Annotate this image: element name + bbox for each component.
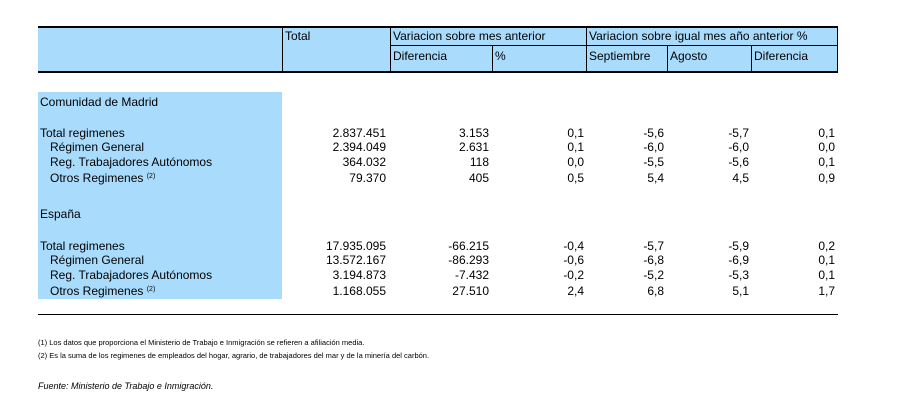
cell-pct: -0,4	[563, 239, 584, 253]
cell-dif: -66.215	[448, 239, 489, 253]
row-label	[50, 171, 155, 185]
cell-pct: -0,2	[563, 268, 584, 282]
cell-sep: 5,4	[647, 171, 664, 185]
row-label	[50, 284, 155, 298]
header-septiembre: Septiembre	[589, 49, 651, 63]
footnote-2: (2) Es la suma de los regimenes de empleados del hogar, agrario, de trabajadores del mar y de la minería del carbón.	[38, 351, 430, 360]
header-top-border	[38, 26, 838, 28]
cell-dif2: 0,0	[818, 140, 835, 154]
cell-ago: -6,0	[728, 140, 749, 154]
cell-ago: -6,9	[728, 253, 749, 267]
cell-dif2: 0,9	[818, 171, 835, 185]
header-agosto: Agosto	[670, 49, 708, 63]
cell-pct: 2,4	[567, 284, 584, 298]
row-label: Total regimenes	[40, 239, 125, 253]
cell-total: 2.837.451	[332, 126, 386, 140]
cell-pct: 0,1	[567, 140, 584, 154]
cell-sep: -5,6	[643, 126, 664, 140]
cell-total: 1.168.055	[332, 284, 386, 298]
cell-sep: -5,7	[643, 239, 664, 253]
cell-ago: -5,6	[728, 155, 749, 169]
cell-ago: -5,9	[728, 239, 749, 253]
row-label-text: Otros Regimenes	[50, 284, 144, 298]
header-divider	[837, 28, 838, 72]
header-mid-border	[390, 45, 838, 46]
row-label: Total regimenes	[40, 126, 125, 140]
cell-sep: -5,5	[643, 155, 664, 169]
cell-sep: -6,8	[643, 253, 664, 267]
cell-total: 3.194.873	[332, 268, 386, 282]
row-label-text: Otros Regimenes	[50, 171, 144, 185]
cell-total: 2.394.049	[332, 140, 386, 154]
cell-ago: -5,3	[728, 268, 749, 282]
header-total: Total	[285, 29, 311, 43]
cell-pct: -0,6	[563, 253, 584, 267]
cell-total: 79.370	[349, 171, 386, 185]
cell-dif2: 0,1	[818, 126, 835, 140]
cell-sep: -6,0	[643, 140, 664, 154]
cell-pct: 0,0	[567, 155, 584, 169]
cell-total: 17.935.095	[325, 239, 386, 253]
cell-dif2: 0,1	[818, 268, 835, 282]
cell-sep: 6,8	[647, 284, 664, 298]
header-diferencia2: Diferencia	[754, 49, 809, 63]
cell-dif: -86.293	[448, 253, 489, 267]
source-note: Fuente: Ministerio de Trabajo e Inmigración.	[38, 381, 214, 391]
row-label: Régimen General	[50, 253, 145, 267]
table-bottom-rule	[38, 314, 838, 315]
cell-pct: 0,5	[567, 171, 584, 185]
header-divider	[586, 28, 587, 72]
row-label: Régimen General	[50, 140, 145, 154]
cell-dif2: 0,1	[818, 253, 835, 267]
cell-ago: 4,5	[732, 171, 749, 185]
header-diferencia: Diferencia	[393, 49, 448, 63]
header-divider	[667, 46, 668, 72]
header-var-mes: Variacion sobre mes anterior	[393, 29, 546, 43]
cell-dif2: 1,7	[818, 284, 835, 298]
row-label: Reg. Trabajadores Autónomos	[50, 155, 213, 169]
header-pct: %	[495, 49, 506, 63]
header-divider	[751, 46, 752, 72]
cell-ago: -5,7	[728, 126, 749, 140]
section-title: Comunidad de Madrid	[40, 95, 159, 109]
footnote-1: (1) Los datos que proporciona el Ministerio de Trabajo e Inmigración se refieren a afiliación media.	[38, 338, 365, 347]
header-divider	[390, 28, 391, 72]
row-label: Reg. Trabajadores Autónomos	[50, 268, 213, 282]
cell-dif: 3.153	[458, 126, 489, 140]
cell-ago: 5,1	[732, 284, 749, 298]
cell-dif2: 0,2	[818, 239, 835, 253]
cell-dif: 2.631	[458, 140, 489, 154]
header-var-anio: Variacion sobre igual mes año anterior %	[589, 29, 808, 43]
cell-dif: 405	[468, 171, 489, 185]
cell-sep: -5,2	[643, 268, 664, 282]
cell-pct: 0,1	[567, 126, 584, 140]
header-divider	[282, 28, 283, 72]
section-title: España	[40, 207, 81, 221]
cell-dif: 27.510	[452, 284, 489, 298]
cell-total: 13.572.167	[325, 253, 386, 267]
header-bottom-border	[38, 71, 838, 73]
cell-total: 364.032	[342, 155, 386, 169]
header-divider	[492, 46, 493, 72]
cell-dif2: 0,1	[818, 155, 835, 169]
cell-dif: -7.432	[454, 268, 489, 282]
footnote-ref: (2)	[146, 173, 156, 180]
cell-dif: 118	[469, 155, 489, 169]
footnote-ref: (2)	[146, 286, 156, 293]
